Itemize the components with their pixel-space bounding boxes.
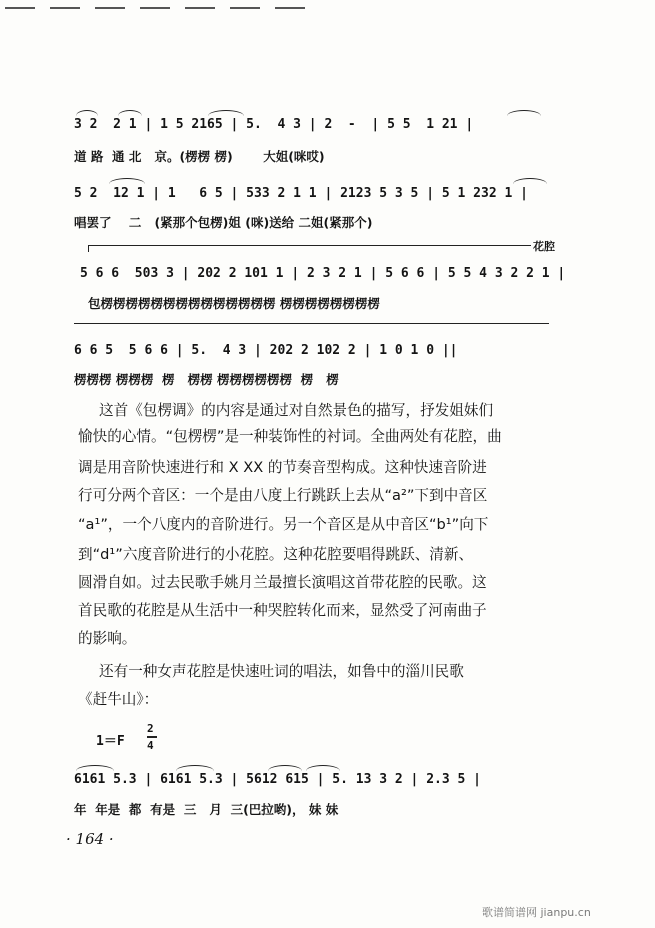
time-signature-bottom: 4 bbox=[147, 739, 154, 752]
top-rule bbox=[5, 7, 35, 9]
paragraph-line: 愉快的心情。“包楞楞”是一种装饰性的衬词。全曲两处有花腔，曲 bbox=[78, 428, 502, 445]
paragraph-line: 还有一种女声花腔是快速吐词的唱法，如鲁中的淄川民歌 bbox=[99, 663, 464, 680]
score-lyrics-line: 包楞楞楞楞楞楞楞楞楞楞楞楞楞楞 楞楞楞楞楞楞楞楞 bbox=[88, 296, 380, 311]
phrase-line bbox=[74, 323, 549, 330]
top-rule bbox=[275, 7, 305, 9]
top-rule bbox=[50, 7, 80, 9]
top-rule bbox=[95, 7, 125, 9]
paragraph-line: 行可分两个音区：一个是由八度上行跳跃上去从“a²”下到中音区 bbox=[78, 487, 488, 504]
top-rule bbox=[185, 7, 215, 9]
paragraph-line: 《赶牛山》： bbox=[78, 691, 159, 708]
paragraph-line: “a¹”，一个八度内的音阶进行。另一个音区是从中音区“b¹”向下 bbox=[78, 516, 489, 533]
slur bbox=[118, 110, 142, 116]
paragraph-line: 这首《包楞调》的内容是通过对自然景色的描写，抒发姐妹们 bbox=[99, 402, 494, 419]
slur bbox=[306, 765, 340, 771]
paragraph-line: 首民歌的花腔是从生活中一种哭腔转化而来，显然受了河南曲子 bbox=[78, 602, 487, 619]
paragraph-line: 的影响。 bbox=[78, 630, 137, 647]
watermark: 歌谱简谱网 jianpu.cn bbox=[482, 906, 591, 919]
slur bbox=[208, 110, 244, 116]
slur bbox=[76, 110, 98, 116]
score-notes-line: 6161 5.3 | 6161 5.3 | 5612 615 | 5. 13 3 2 | 2.3 5 | bbox=[74, 772, 481, 787]
slur bbox=[109, 178, 145, 184]
score-notes-line: 5 2 12 1 | 1 6 5 | 533 2 1 1 | 2123 5 3 5 | 5 1 232 1 | bbox=[74, 186, 528, 201]
score-notes-line: 5 6 6 503 3 | 202 2 101 1 | 2 3 2 1 | 5 6 6 | 5 5 4 3 2 2 1 | bbox=[80, 266, 566, 281]
slur bbox=[176, 765, 214, 771]
ornament-tag: 花腔 bbox=[533, 240, 555, 253]
paragraph-line: 调是用音阶快速进行和 X XX 的节奏音型构成。这种快速音阶进 bbox=[78, 459, 487, 476]
time-signature-top: 2 bbox=[147, 722, 154, 735]
key-signature: 1＝F bbox=[96, 734, 125, 749]
score-lyrics-line: 唱罢了 二 (紧那个包楞)姐 (咪)送给 二姐(紧那个) bbox=[74, 215, 373, 230]
slur bbox=[268, 765, 302, 771]
paragraph-line: 圆滑自如。过去民歌手姚月兰最擅长演唱这首带花腔的民歌。这 bbox=[78, 574, 487, 591]
slur bbox=[507, 110, 541, 116]
top-rule bbox=[230, 7, 260, 9]
score-lyrics-line: 楞楞楞 楞楞楞 楞 楞楞 楞楞楞楞楞楞 楞 楞 bbox=[74, 372, 339, 387]
slur bbox=[513, 178, 547, 184]
score-lyrics-line: 道 路 通 北 京。(楞楞 楞) 大姐(咪哎) bbox=[74, 149, 325, 164]
top-rule bbox=[140, 7, 170, 9]
ornament-bracket bbox=[88, 245, 531, 252]
paragraph-line: 到“d¹”六度音阶进行的小花腔。这种花腔要唱得跳跃、清新、 bbox=[78, 546, 474, 563]
time-signature-rule bbox=[147, 736, 157, 738]
slur bbox=[76, 765, 114, 771]
score-notes-line: 3 2 2 1 | 1 5 2165 | 5. 4 3 | 2 - | 5 5 1 21 | bbox=[74, 117, 474, 132]
score-notes-line: 6 6 5 5 6 6 | 5. 4 3 | 202 2 102 2 | 1 0 1 0 || bbox=[74, 343, 458, 358]
page-number: · 164 · bbox=[66, 830, 114, 848]
score-lyrics-line: 年 年是 都 有是 三 月 三(巴拉哟)， 妹 妹 bbox=[74, 802, 339, 817]
